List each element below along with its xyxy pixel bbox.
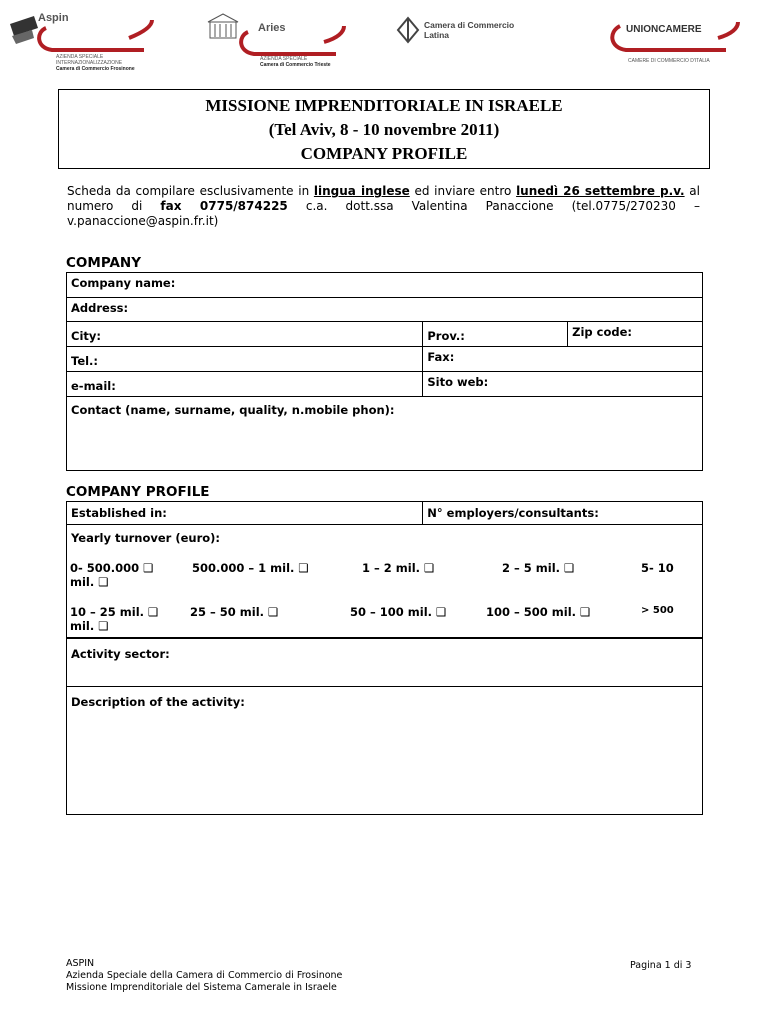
- intro-text: al numero di: [67, 184, 700, 213]
- turnover-option-500k-1m[interactable]: 500.000 – 1 mil. ❑: [192, 561, 309, 575]
- fax-label: Fax:: [427, 350, 455, 364]
- aspin-line3: Camera di Commercio Frosinone: [56, 66, 135, 72]
- company-name-label: Company name:: [71, 276, 176, 290]
- turnover-option-50-100m[interactable]: 50 – 100 mil. ❑: [350, 605, 447, 619]
- contact-label: Contact (name, surname, quality, n.mobile phon):: [71, 403, 395, 417]
- established-label: Established in:: [71, 506, 167, 520]
- company-heading: COMPANY: [66, 255, 141, 271]
- email-field[interactable]: [67, 372, 423, 397]
- turnover-option-25-50m[interactable]: 25 – 50 mil. ❑: [190, 605, 279, 619]
- turnover-option-10-25m[interactable]: 10 – 25 mil. ❑: [70, 605, 159, 619]
- latina-name1: Camera di Commercio: [424, 20, 515, 30]
- website-field[interactable]: [423, 372, 703, 397]
- address-field[interactable]: [67, 298, 703, 322]
- aspin-line1: AZIENDA SPECIALE: [56, 54, 104, 60]
- aspin-line2: INTERNAZIONALIZZAZIONE: [56, 60, 123, 66]
- address-label: Address:: [71, 301, 129, 315]
- intro-language: lingua inglese: [313, 184, 410, 198]
- turnover-option-100-500m[interactable]: 100 – 500 mil. ❑: [486, 605, 591, 619]
- prov-field[interactable]: [423, 322, 568, 347]
- tel-label: Tel.:: [71, 354, 99, 368]
- turnover-row-1: [70, 561, 700, 591]
- city-label: City:: [71, 329, 101, 343]
- city-field[interactable]: [67, 322, 423, 347]
- turnover-row-2: [70, 605, 700, 635]
- footer-line2: Azienda Speciale della Camera di Commercio di Frosinone: [66, 970, 343, 981]
- intro-paragraph: [67, 184, 700, 229]
- established-field[interactable]: [67, 502, 423, 525]
- turnover-option-wrap[interactable]: mil. ❑: [70, 575, 109, 589]
- intro-fax: fax 0775/874225: [160, 199, 288, 213]
- turnover-option-wrap[interactable]: mil. ❑: [70, 619, 109, 633]
- aries-line1: AZIENDA SPECIALE: [260, 56, 308, 62]
- intro-text: c.a. dott.ssa Valentina Panaccione (tel.0775/270230 – v.panaccione@aspin.fr.it): [67, 199, 701, 228]
- aspin-logo: [8, 8, 158, 74]
- turnover-option-0-500k[interactable]: 0- 500.000 ❑: [70, 561, 154, 575]
- website-label: Sito web:: [427, 375, 489, 389]
- aries-name: Aries: [258, 22, 286, 34]
- turnover-option-5-10m[interactable]: 5- 10: [641, 561, 674, 575]
- activity-label: Activity sector:: [71, 647, 170, 661]
- latina-name2: Latina: [424, 30, 450, 40]
- employees-field[interactable]: [423, 502, 703, 525]
- aspin-name: Aspin: [38, 12, 69, 24]
- company-name-field[interactable]: [67, 273, 703, 298]
- turnover-option-over-500m[interactable]: > 500: [641, 605, 674, 616]
- unioncamere-name: UNIONCAMERE: [626, 24, 702, 35]
- company-table: [66, 272, 703, 471]
- turnover-label: Yearly turnover (euro):: [71, 531, 221, 545]
- intro-deadline: lunedì 26 settembre p.v.: [516, 184, 685, 198]
- email-label: e-mail:: [71, 379, 116, 393]
- title-line2: (Tel Aviv, 8 - 10 novembre 2011): [268, 120, 500, 139]
- profile-table: [66, 501, 703, 815]
- footer-left: [66, 958, 342, 994]
- tel-field[interactable]: [67, 347, 423, 372]
- employees-label: N° employers/consultants:: [427, 506, 599, 520]
- turnover-divider: [66, 637, 703, 638]
- profile-heading: COMPANY PROFILE: [66, 484, 210, 500]
- activity-field[interactable]: [67, 639, 703, 687]
- page-number: Pagina 1 di 3: [630, 960, 692, 971]
- footer-line1: ASPIN: [66, 958, 95, 969]
- title-line1: MISSIONE IMPRENDITORIALE IN ISRAELE: [205, 96, 563, 115]
- intro-text: Scheda da compilare esclusivamente in: [67, 184, 314, 198]
- unioncamere-sub: CAMERE DI COMMERCIO D'ITALIA: [628, 58, 710, 64]
- unioncamere-logo: [606, 14, 756, 70]
- title-line3: COMPANY PROFILE: [300, 144, 468, 163]
- description-label: Description of the activity:: [71, 695, 245, 709]
- prov-label: Prov.:: [427, 329, 465, 343]
- zip-field[interactable]: [568, 322, 703, 347]
- unioncamere-swoosh-icon: [606, 22, 746, 62]
- turnover-option-1-2m[interactable]: 1 – 2 mil. ❑: [362, 561, 435, 575]
- zip-label: Zip code:: [572, 325, 633, 339]
- title-box: [58, 89, 710, 169]
- building-icon: [206, 12, 240, 42]
- aries-line2: Camera di Commercio Trieste: [260, 62, 331, 68]
- latina-mark-icon: [394, 16, 422, 44]
- intro-text: ed inviare entro: [409, 184, 517, 198]
- latina-logo: [394, 14, 554, 64]
- turnover-option-2-5m[interactable]: 2 – 5 mil. ❑: [502, 561, 575, 575]
- contact-field[interactable]: [67, 397, 703, 471]
- description-field[interactable]: [67, 687, 703, 815]
- footer-line3: Missione Imprenditoriale del Sistema Camerale in Israele: [66, 982, 337, 993]
- fax-field[interactable]: [423, 347, 703, 372]
- aries-logo: [206, 12, 346, 72]
